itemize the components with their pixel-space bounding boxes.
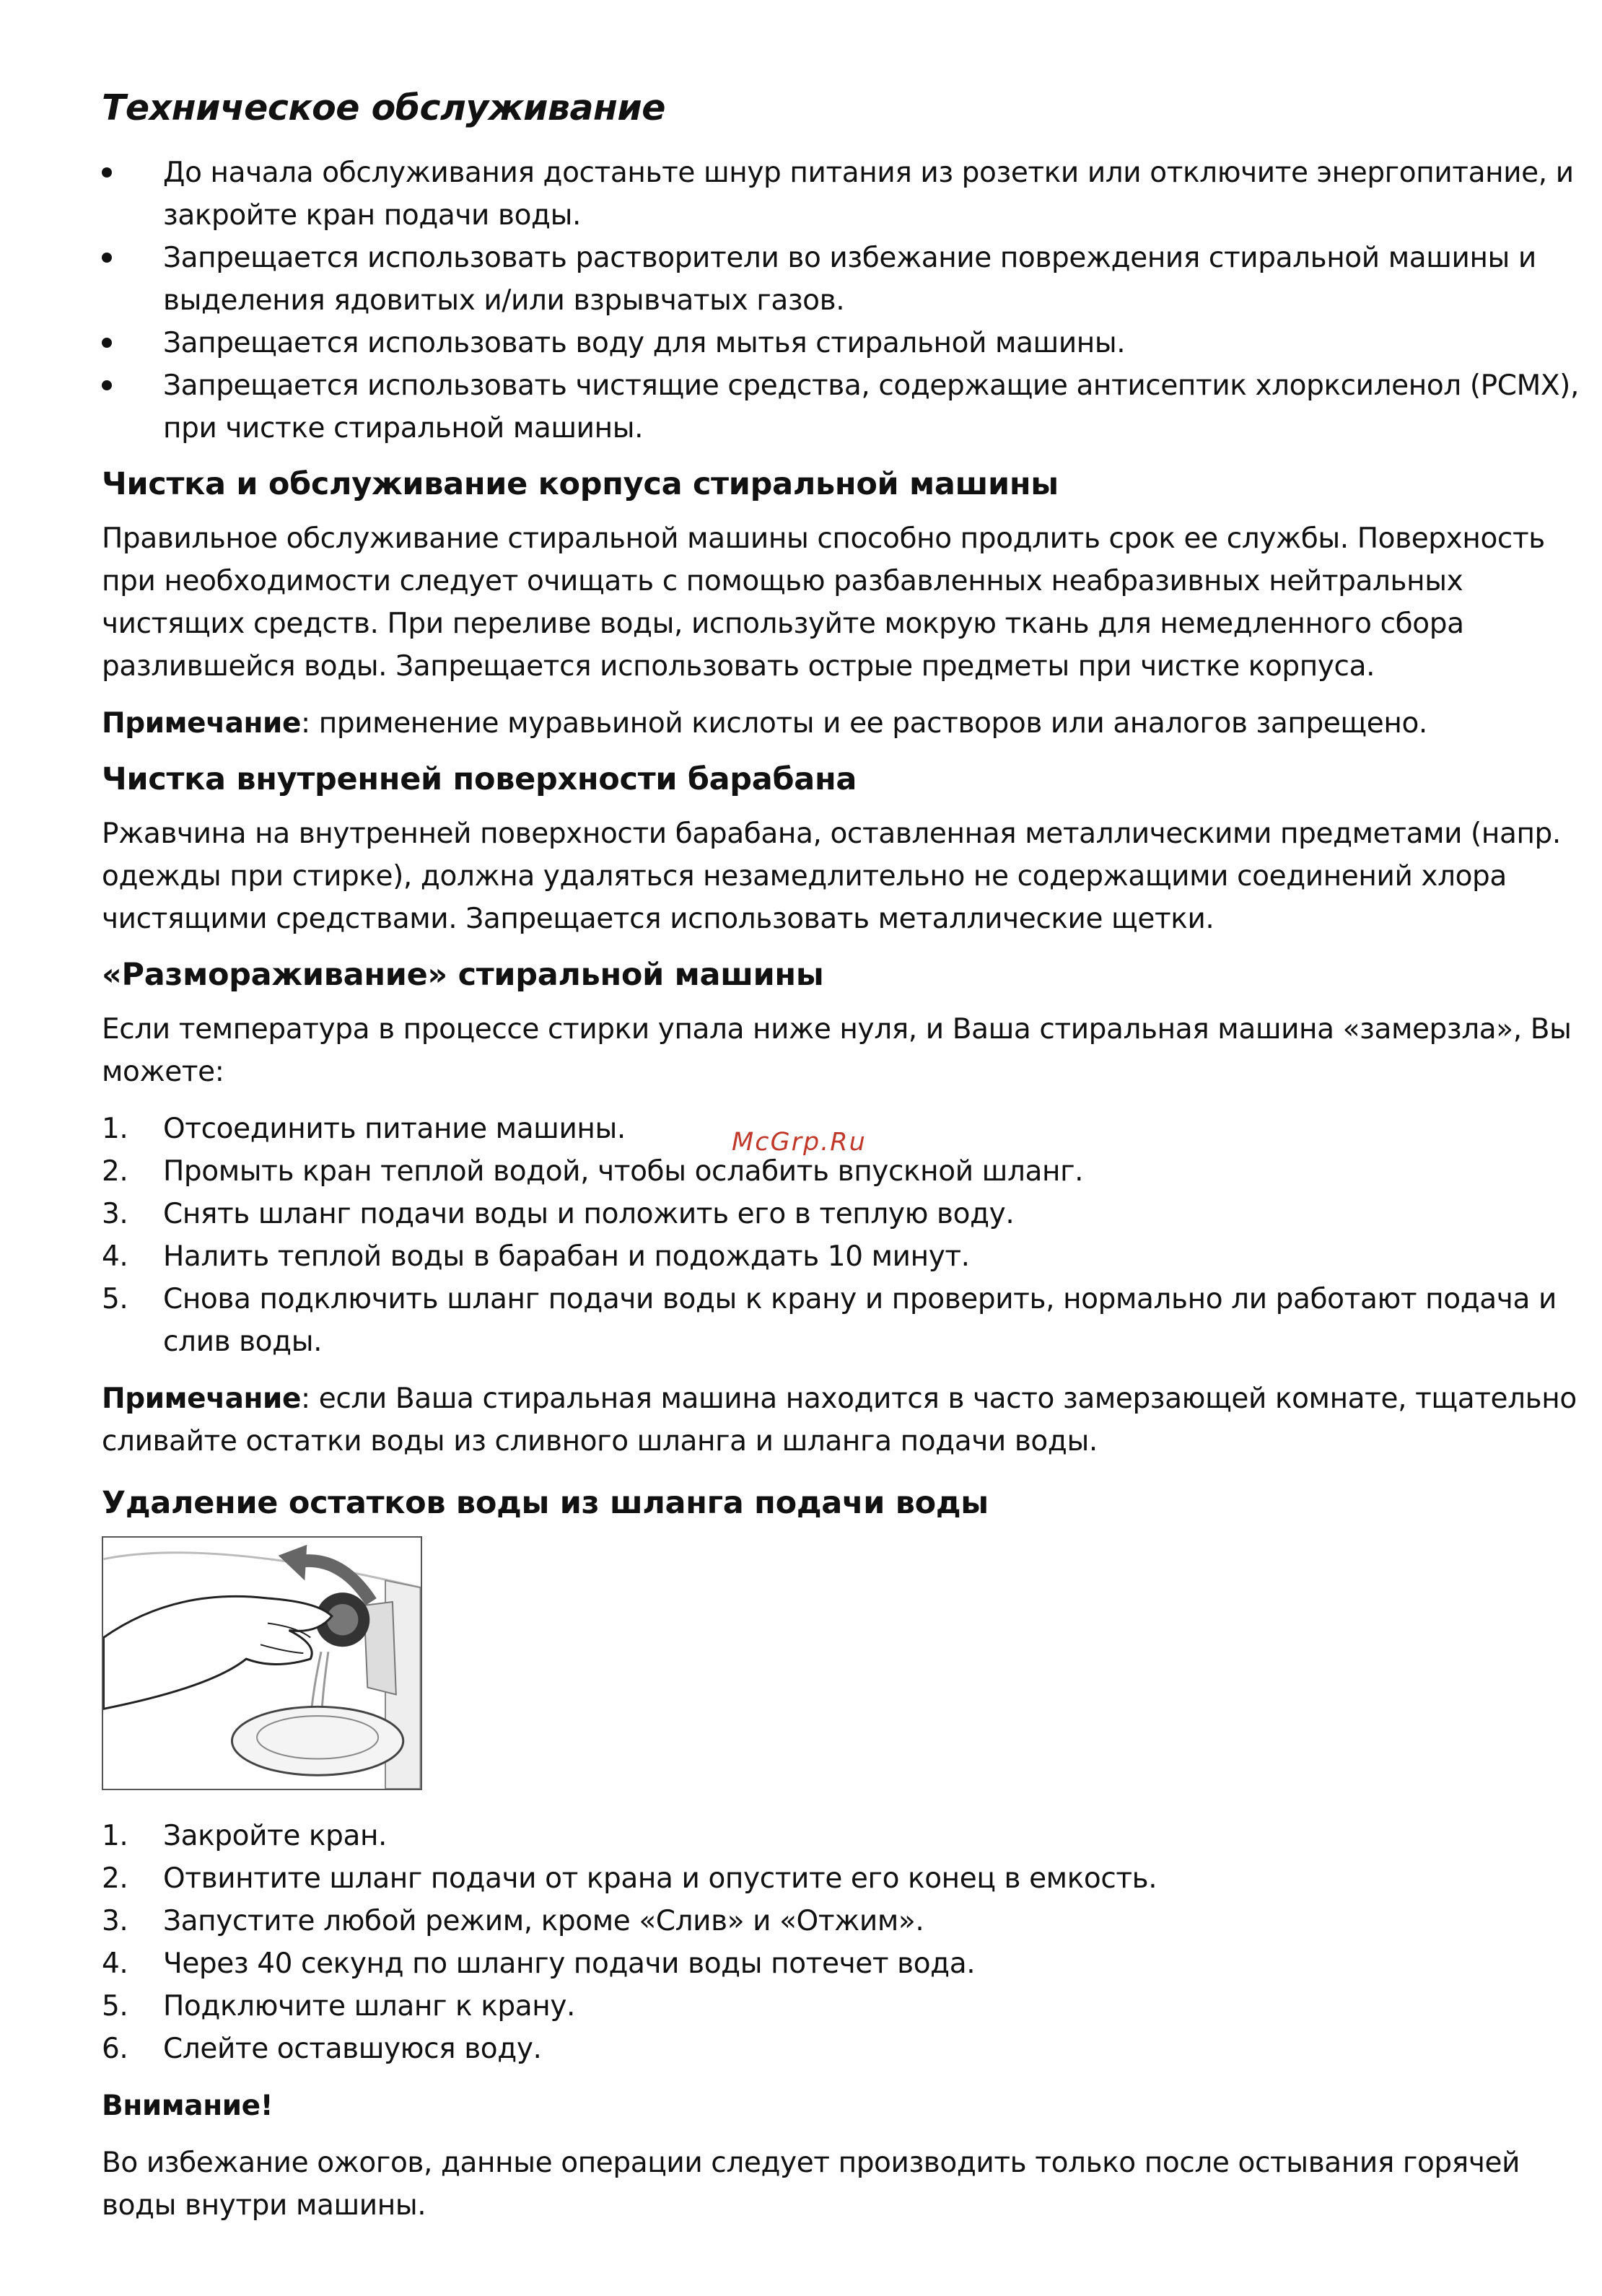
tap-illustration [102, 1536, 422, 1790]
bullet-icon [102, 380, 112, 390]
list-item: Запрещается использовать воду для мытья стиральной машины. [102, 322, 1588, 364]
warning-label: Внимание! [102, 2090, 273, 2122]
list-item: До начала обслуживания достаньте шнур питания из розетки или отключите энергопитание, и закройте кран подачи воды. [102, 152, 1588, 237]
bullet-icon [102, 167, 112, 178]
section-heading-defrost: «Размораживание» стиральной машины [102, 957, 824, 993]
hand-turning-tap-icon [103, 1538, 421, 1789]
list-item: 4. Через 40 секунд по шлангу подачи воды потечет вода. [102, 1947, 976, 1980]
defrost-note [102, 1377, 1588, 1463]
page [102, 85, 1588, 2241]
hose-step-list [102, 1815, 1588, 2070]
list-item: 6. Слейте оставшуюся воду. [102, 2033, 542, 2065]
list-item: Запрещается использовать чистящие средства, содержащие антисептик хлорксиленол (PCMX), при чистке стиральной машины. [102, 364, 1588, 450]
section-heading-hose: Удаление остатков воды из шланга подачи воды [102, 1485, 989, 1521]
watermark: McGrp.Ru [732, 1128, 867, 1157]
body-care-text: Правильное обслуживание стиральной машины способно продлить срок ее службы. Поверхность при необходимости следует очищать с помощью разбавленных неабразивных нейтральных чистящих средств. При переливе воды, используйте мокрую ткань для немедленного сбора разлившейся воды. Запрещается использовать острые предметы при чистке корпуса. [102, 522, 1545, 683]
bullet-icon [102, 253, 112, 263]
list-item: 1. Закройте кран. [102, 1820, 388, 1852]
body-care-note [102, 702, 1588, 745]
list-item: 1. Отсоединить питание машины. [102, 1113, 626, 1145]
note-label: Примечание [102, 707, 302, 740]
list-item: Запрещается использовать растворители во избежание повреждения стиральной машины и выделения ядовитых и/или взрывчатых газов. [102, 237, 1588, 322]
list-item: 5. Подключите шланг к крану. [102, 1990, 576, 2023]
section-heading-body-care: Чистка и обслуживание корпуса стиральной машины [102, 466, 1059, 502]
list-item: 5. Снова подключить шланг подачи воды к крану и проверить, нормально ли работают подача и слив воды. [102, 1283, 1557, 1358]
note-text: : если Ваша стиральная машина находится в часто замерзающей комнате, тщательно сливайте остатки воды из сливного шланга и шланга подачи воды. [102, 1383, 1577, 1458]
section-heading-drum: Чистка внутренней поверхности барабана [102, 761, 857, 797]
note-label: Примечание [102, 1383, 302, 1415]
warning-text: Во избежание ожогов, данные операции следует производить только после остывания горячей воды внутри машины. [102, 2147, 1520, 2222]
note-text: : применение муравьиной кислоты и ее растворов или аналогов запрещено. [301, 707, 1427, 740]
list-item: 3. Запустите любой режим, кроме «Слив» и «Отжим». [102, 1905, 924, 1937]
drum-text: Ржавчина на внутренней поверхности барабана, оставленная металлическими предметами (напр. одежды при стирке), должна удаляться незамедлительно не содержащими соединений хлора чистящими средствами. Запрещается использовать металлические щетки. [102, 818, 1561, 935]
page-title: Техническое обслуживание [102, 87, 665, 128]
list-item: 2. Промыть кран теплой водой, чтобы ослабить впускной шланг. [102, 1155, 1084, 1188]
defrost-intro: Если температура в процессе стирки упала ниже нуля, и Ваша стиральная машина «замерзла», Вы можете: [102, 1013, 1572, 1088]
list-item: 2. Отвинтите шланг подачи от крана и опустите его конец в емкость. [102, 1862, 1157, 1895]
list-item: 4. Налить теплой воды в барабан и подождать 10 минут. [102, 1240, 970, 1273]
list-item: 3. Снять шланг подачи воды и положить его в теплую воду. [102, 1198, 1015, 1230]
safety-bullet-list [102, 152, 1588, 450]
bullet-icon [102, 338, 112, 348]
